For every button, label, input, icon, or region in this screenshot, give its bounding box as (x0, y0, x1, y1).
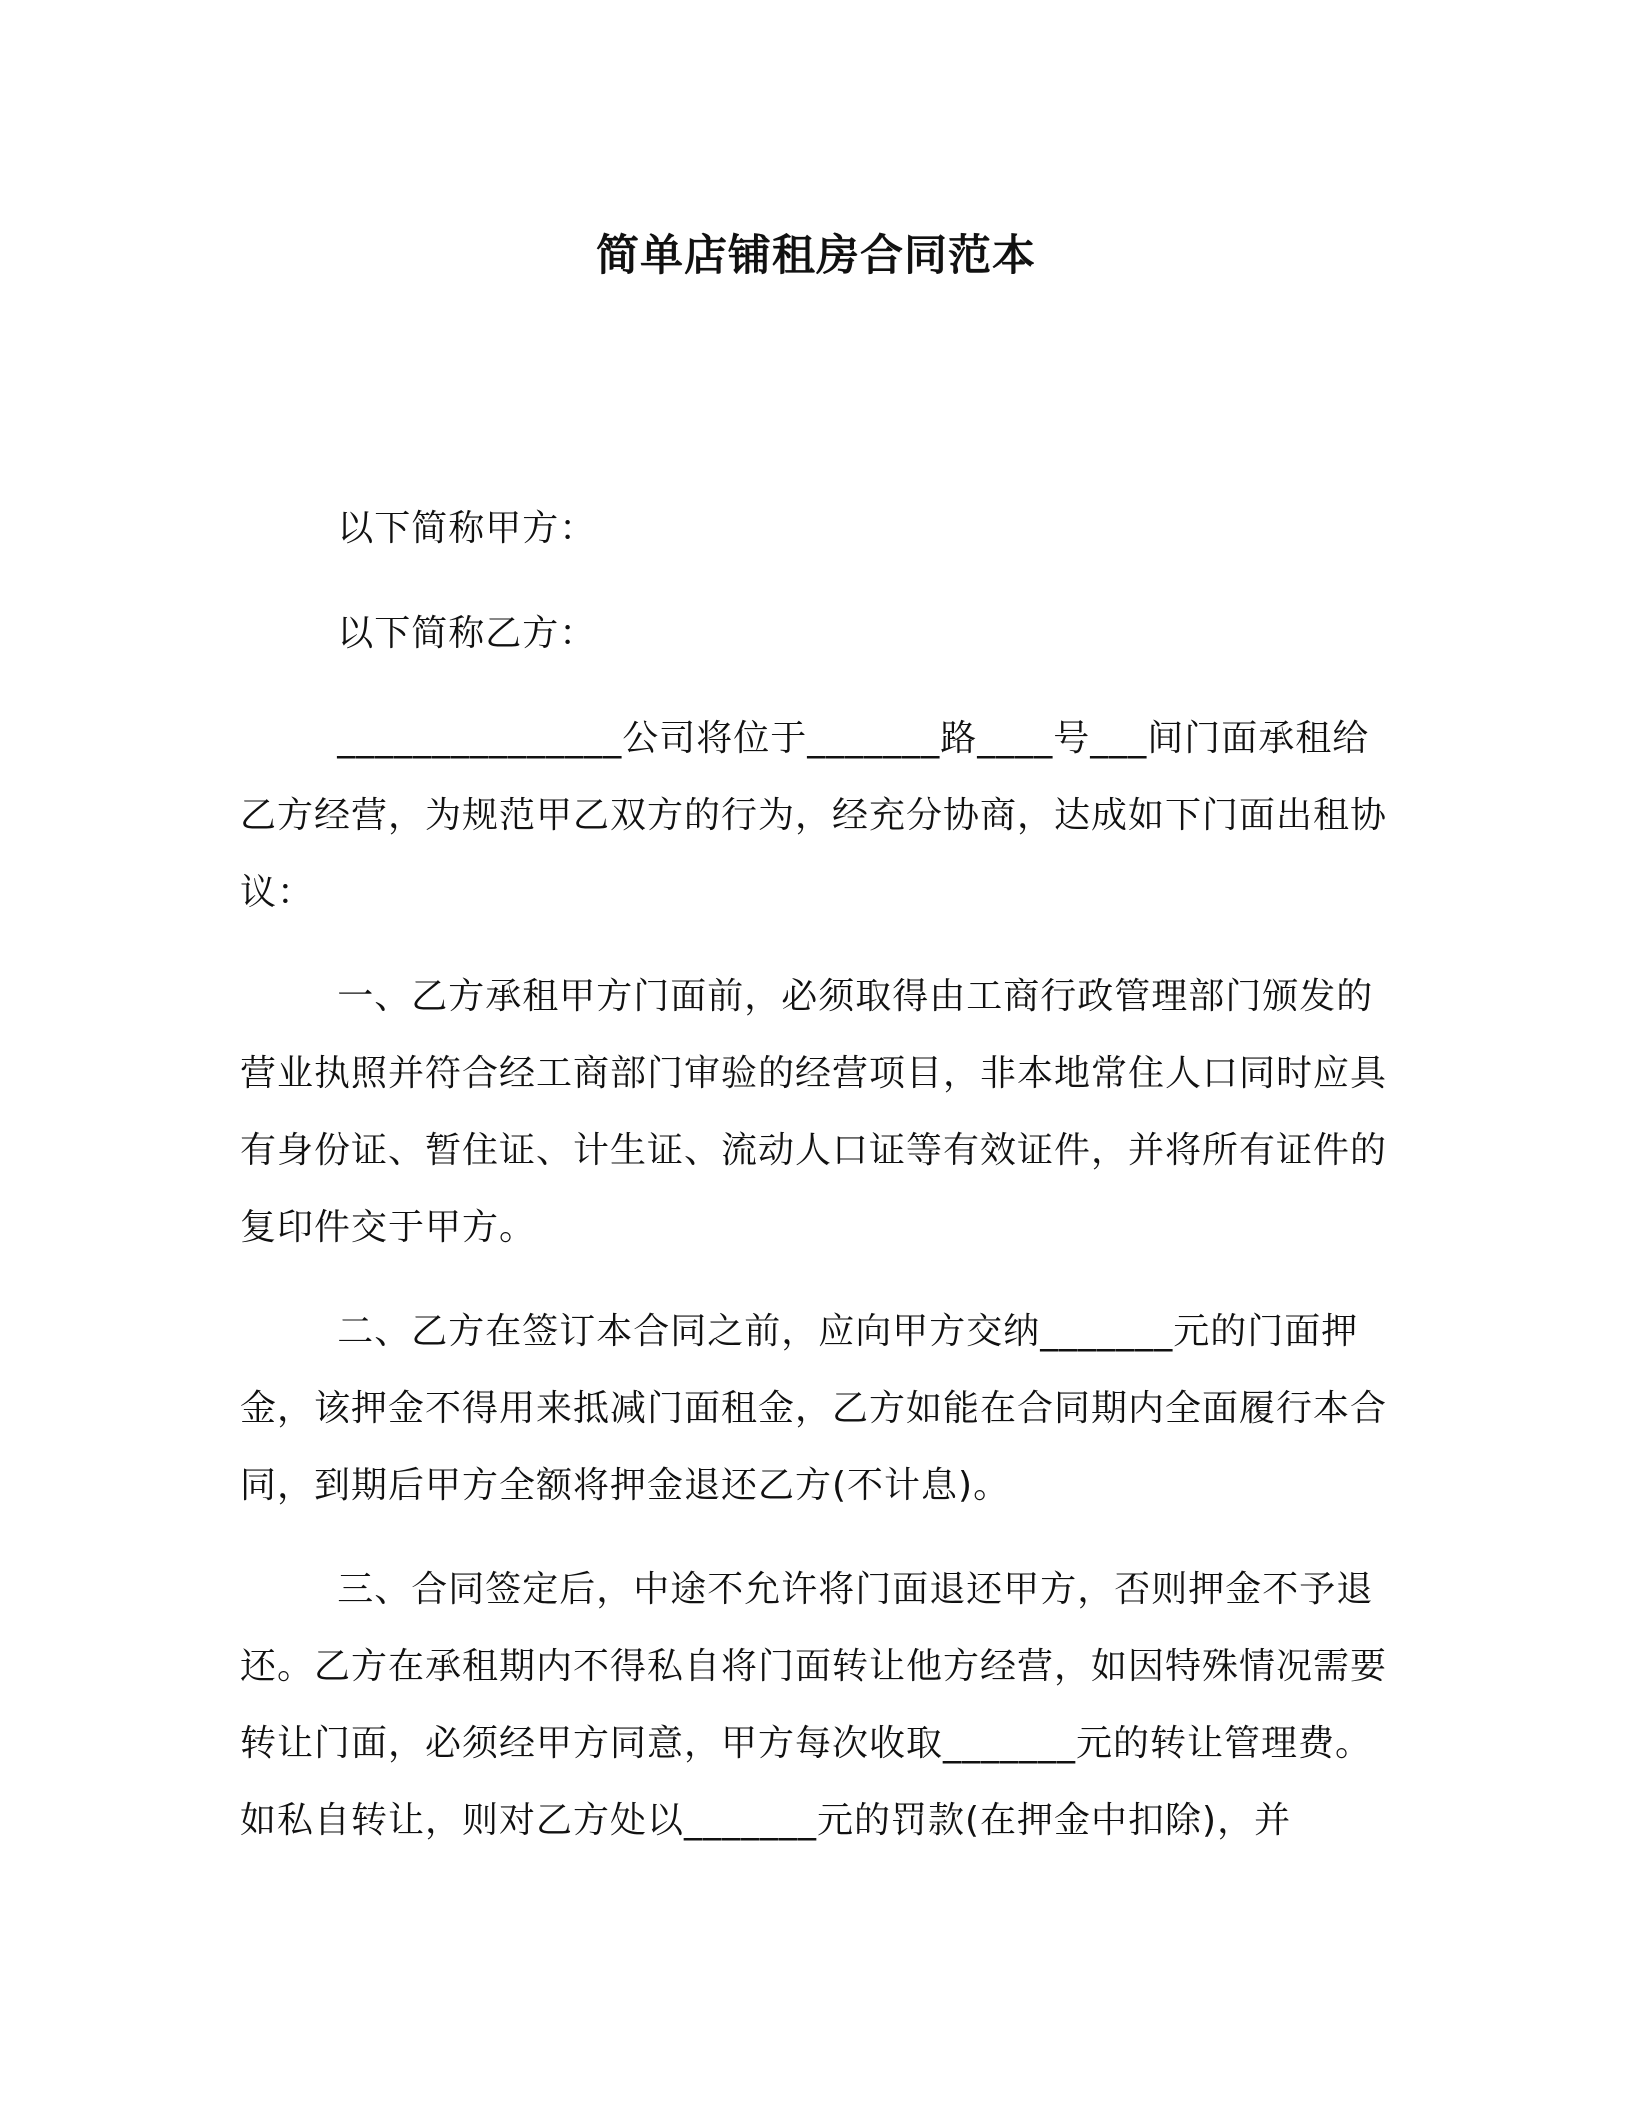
party-b-line: 以下简称乙方： (337, 613, 597, 654)
intro-paragraph: _______________公司将位于_______路____号___间门面承租给乙方经营，为规范甲乙双方的行为，经充分协商，达成如下门面出租协议： (240, 718, 1388, 913)
clause-1-paragraph: 一、乙方承租甲方门面前，必须取得由工商行政管理部门颁发的营业执照并符合经工商部门审验的经营项目，非本地常住人口同时应具有身份证、暂住证、计生证、流动人口证等有效证件，并将所有证件的复印件交于甲方。 (240, 976, 1388, 1248)
document-body (240, 490, 1392, 1886)
document-title: 简单店铺租房合同范本 (596, 231, 1036, 281)
clause-2-paragraph: 二、乙方在签订本合同之前，应向甲方交纳_______元的门面押金，该押金不得用来抵减门面租金，乙方如能在合同期内全面履行本合同，到期后甲方全额将押金退还乙方(不计息)。 (240, 1311, 1388, 1506)
party-a-line: 以下简称甲方： (337, 508, 597, 549)
clause-3-paragraph: 三、合同签定后，中途不允许将门面退还甲方，否则押金不予退还。乙方在承租期内不得私自将门面转让他方经营，如因特殊情况需要转让门面，必须经甲方同意，甲方每次收取_______元的转让管理费。如私自转让，则对乙方处以_______元的罚款(在押金中扣除)，并 (240, 1569, 1388, 1841)
